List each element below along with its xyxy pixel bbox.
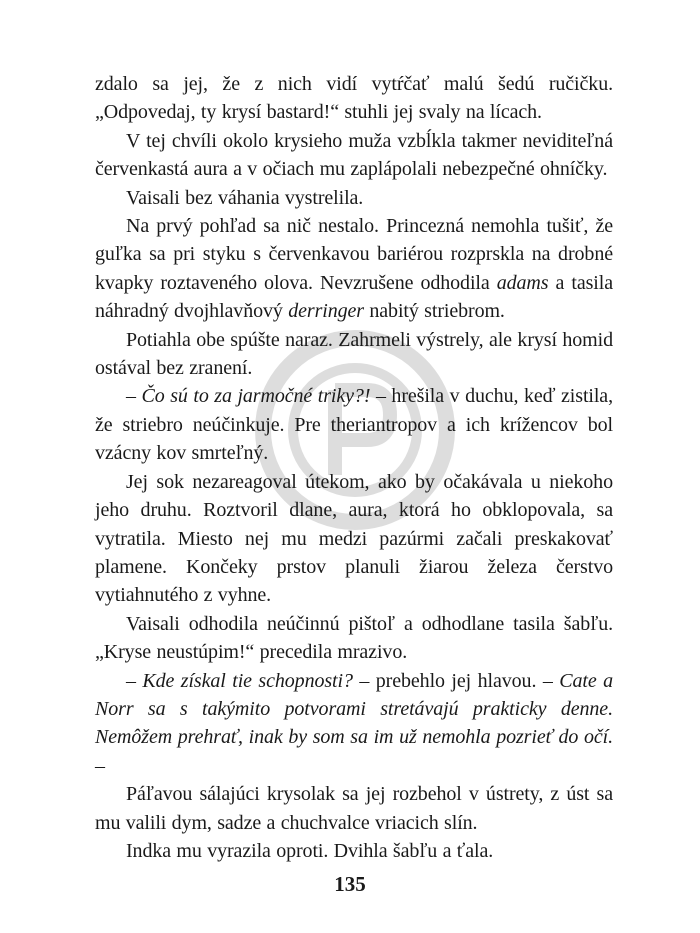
paragraph — [95, 212, 613, 326]
italic-text: Kde získal tie schopnosti? — [142, 669, 353, 692]
paragraph — [95, 70, 613, 127]
text-run: Vaisali bez váhania vystrelila. — [126, 186, 364, 209]
italic-text: adams — [496, 271, 549, 294]
paragraph — [95, 610, 613, 667]
text-run: – — [126, 669, 143, 692]
page-number: 135 — [334, 872, 366, 896]
text-run: – — [95, 754, 105, 777]
text-run: zdalo sa jej, že z nich vidí vytŕčať malú šedú ručičku. „Odpovedaj, ty krysí bastard!“ stuhli jej svaly na lícach. — [95, 73, 613, 124]
text-run: Potiahla obe spúšte naraz. Zahrmeli výstrely, ale krysí homid ostával bez zranení. — [95, 328, 613, 380]
text-run: – prebehlo jej hlavou. – — [352, 669, 560, 692]
paragraph — [95, 468, 613, 610]
paragraph — [95, 837, 613, 865]
text-run: Na prvý pohľad sa nič nestalo. Princezná nemohla tušiť, že guľka sa pri styku s červenkavou bariérou rozprskla na drobné kvapky roztaveného olova. Nevzrušene odhodila — [95, 215, 613, 294]
text-run: a tasila náhradný dvojhlavňový — [95, 271, 613, 323]
text-run: Indka mu vyrazila oproti. Dvihla šabľu a ťala. — [126, 839, 494, 862]
text-run: Vaisali odhodila neúčinnú pištoľ a odhodlane tasila šabľu. „Kryse neustúpim!“ precedila mrazivo. — [95, 612, 613, 664]
paragraph — [95, 326, 613, 383]
paragraph — [95, 780, 613, 837]
italic-text: Cate a Norr sa s takýmito potvorami stretávajú prakticky denne. Nemôžem prehrať, inak by som sa im už nemohla pozrieť do očí. — [95, 669, 613, 749]
italic-text: derringer — [288, 300, 364, 323]
text-run: nabitý striebrom. — [363, 300, 505, 323]
text-run: – hrešila v duchu, keď zistila, že striebro neúčinkuje. Pre theriantropov a ich krížencov bol vzácny kov smrteľný. — [95, 385, 613, 465]
text-run: Jej sok nezareagoval útekom, ako by očakávala u niekoho jeho druhu. Roztvoril dlane, aura, ktorá ho obklopovala, sa vytratila. Miesto nej mu medzi pazúrmi začali preskakovať plamene. Končeky prstov planuli žiarou železa čerstvo vytiahnutého z vyhne. — [95, 470, 613, 607]
paragraph — [95, 382, 613, 467]
body-text — [95, 70, 613, 865]
text-run: – — [126, 385, 142, 408]
text-run: Páľavou sálajúci krysolak sa jej rozbehol v ústrety, z úst sa mu valili dym, sadze a chuchvalce vriacich slín. — [95, 783, 613, 834]
italic-text: Čo sú to za jarmočné triky?! — [141, 385, 371, 408]
paragraph — [95, 184, 613, 212]
paragraph — [95, 127, 613, 184]
text-run: V tej chvíli okolo krysieho muža vzbĺkla takmer neviditeľná červenkastá aura a v očiach mu zaplápolali nebezpečné ohníčky. — [95, 129, 613, 181]
paragraph — [95, 667, 613, 781]
